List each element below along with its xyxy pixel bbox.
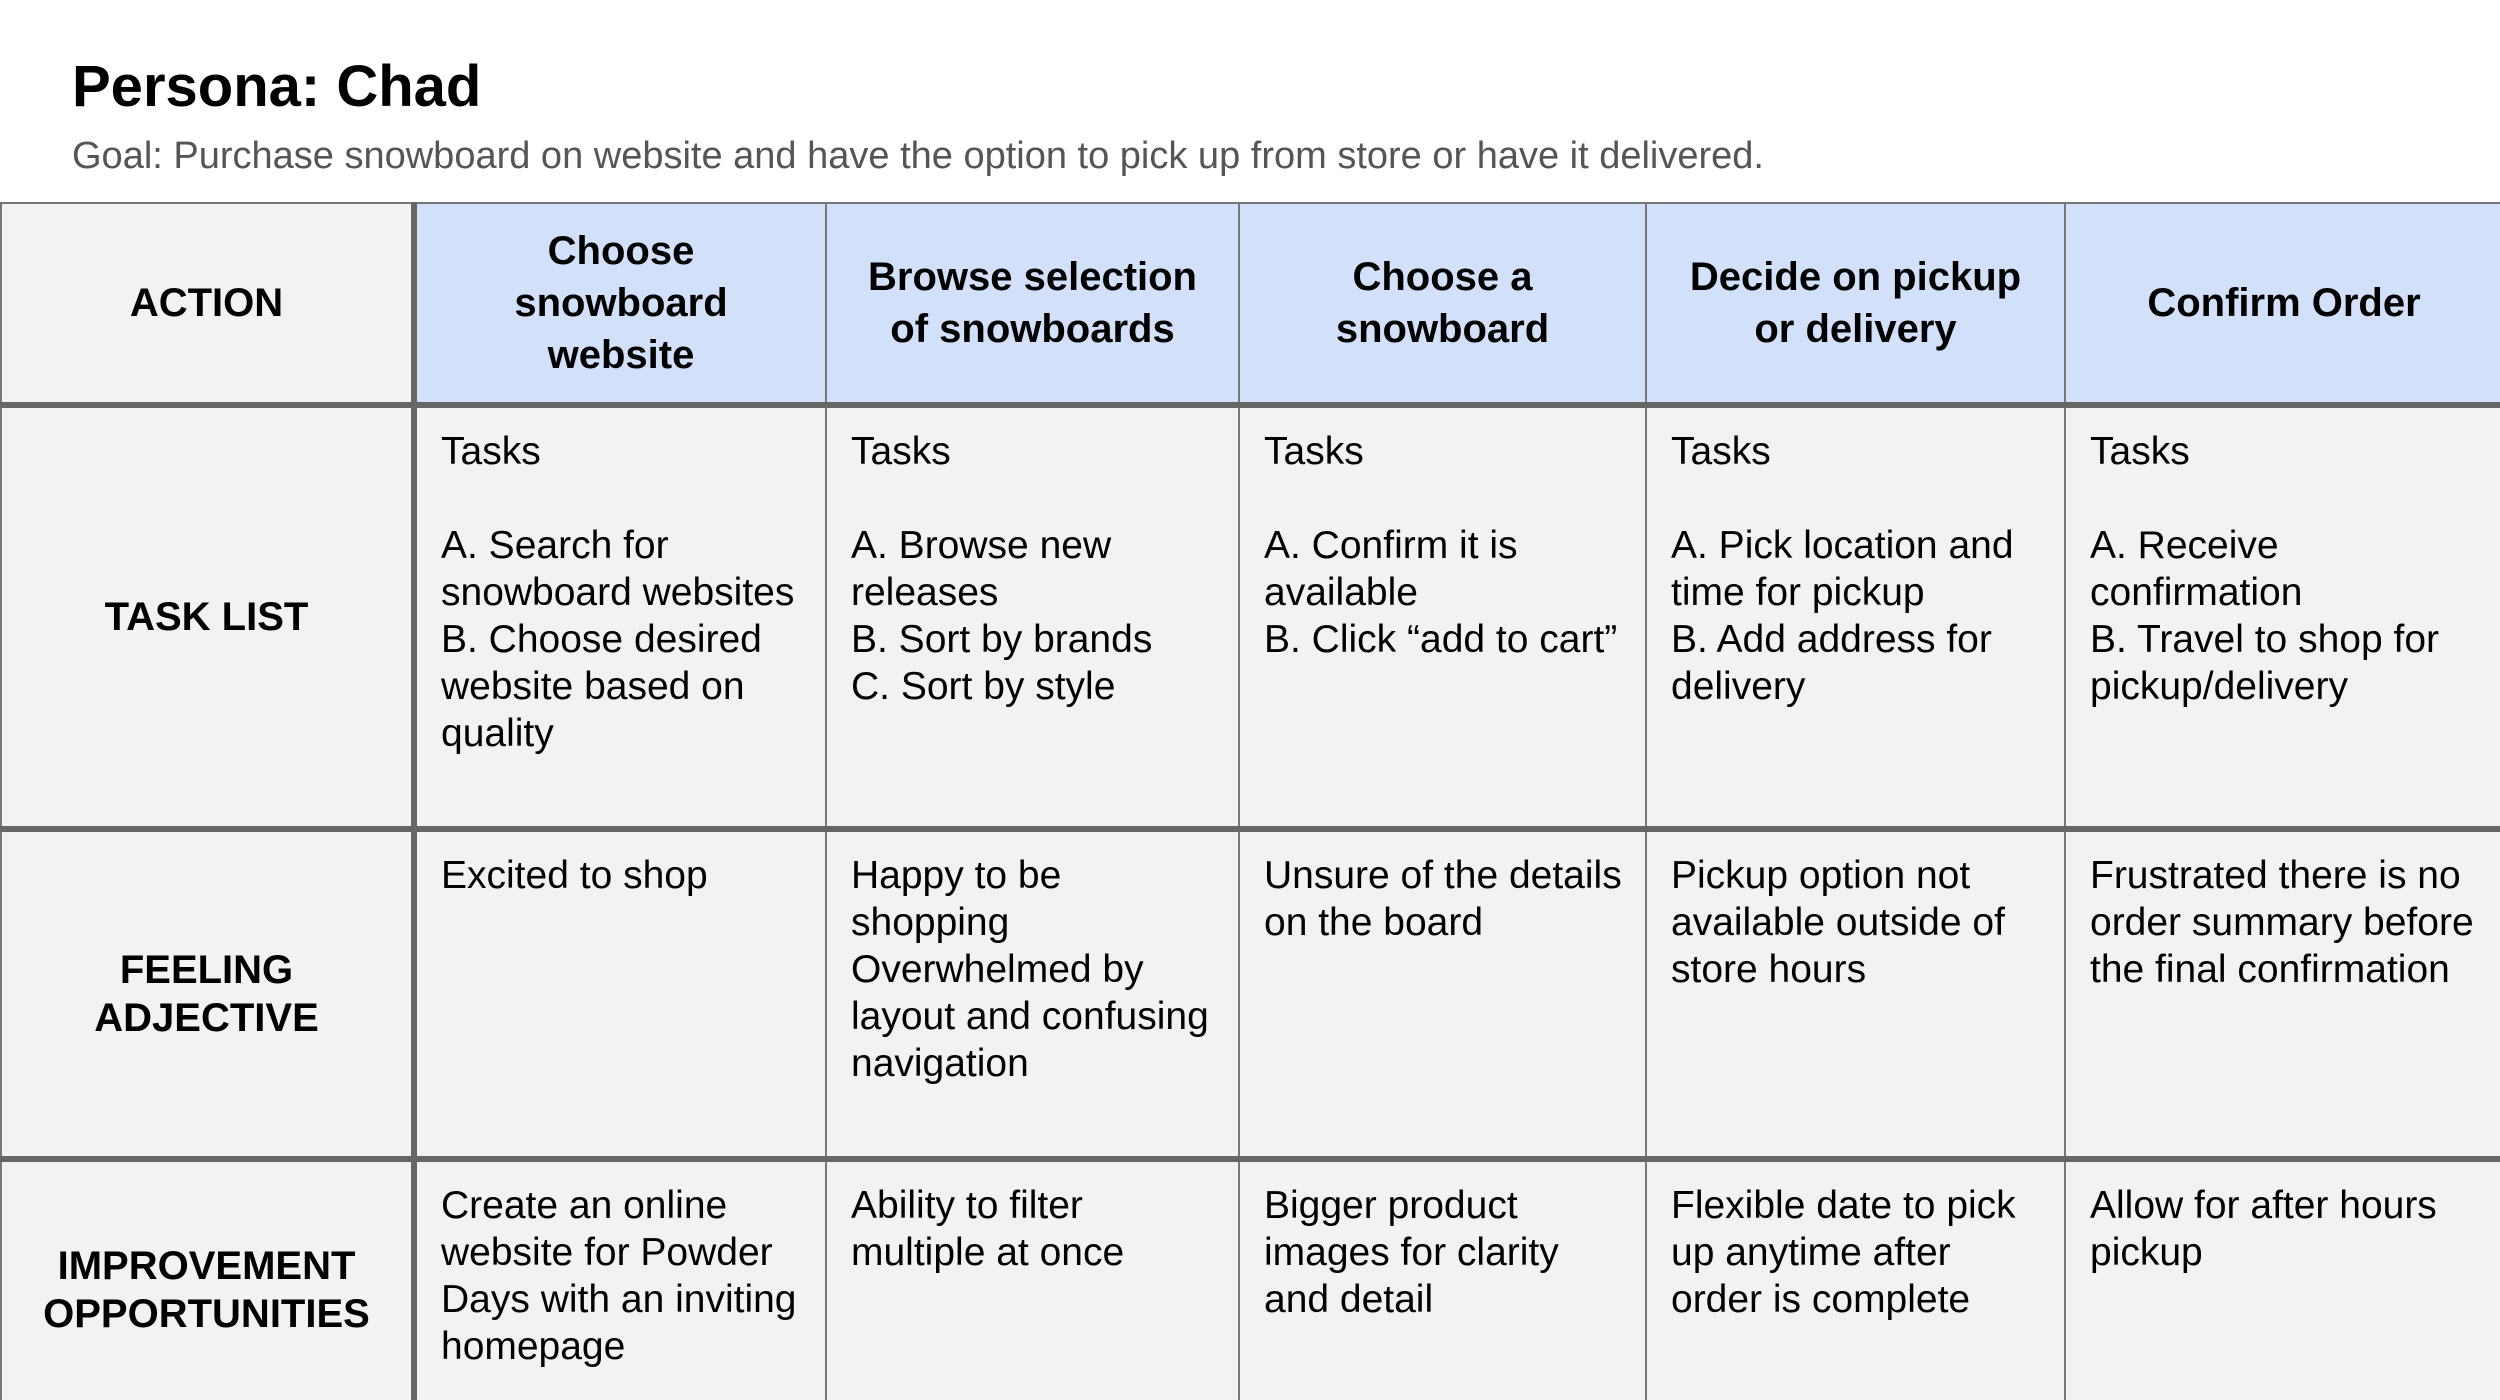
action-label-text: ACTION [129,281,284,325]
stage-3-action: Choose a snowboard [1335,255,1550,351]
stage-1-improvement: Create an online website for Powder Days with an inviting homepage [441,1184,797,1368]
goal-text: Goal: Purchase snowboard on website and have the option to pick up from store or have it delivered. [72,135,1764,177]
improvement-cell [826,1159,1239,1400]
persona-title: Persona: Chad [72,54,482,119]
task-cell [414,405,826,829]
task-cell [1239,405,1646,829]
task-cell [1646,405,2065,829]
stage-2-action: Browse selection of snowboards [867,255,1197,351]
feeling-row [1,829,2500,1159]
task-cell [2065,405,2500,829]
stage-2-feeling: Happy to be shopping Overwhelmed by layout and confusing navigation [851,854,1209,1085]
improvement-row [1,1159,2500,1400]
task-list-label-text: TASK LIST [104,595,309,639]
stage-5-feeling: Frustrated there is no order summary before the final confirmation [2090,854,2474,991]
task-list-row-label [1,405,414,829]
journey-map-table [0,202,2500,1400]
stage-5-improvement: Allow for after hours pickup [2090,1184,2437,1274]
stage-1-tasks: Tasks A. Search for snowboard websites B. Choose desired website based on quality [441,430,795,755]
stage-header [826,203,1239,405]
feeling-cell [2065,829,2500,1159]
stage-2-improvement: Ability to filter multiple at once [851,1184,1125,1274]
stage-3-feeling: Unsure of the details on the board [1264,854,1622,944]
stage-1-action: Choose snowboard website [514,229,728,377]
stage-header [414,203,826,405]
improvement-row-label [1,1159,414,1400]
stage-header [2065,203,2500,405]
feeling-row-label [1,829,414,1159]
action-row-label [1,203,414,405]
action-row [1,203,2500,405]
feeling-cell [826,829,1239,1159]
feeling-label-line1: FEELING [119,948,294,992]
stage-4-improvement: Flexible date to pick up anytime after order is complete [1671,1184,2016,1321]
feeling-cell [414,829,826,1159]
stage-5-tasks: Tasks A. Receive confirmation B. Travel to shop for pickup/delivery [2090,430,2440,708]
stage-3-improvement: Bigger product images for clarity and detail [1264,1184,1559,1321]
stage-1-feeling: Excited to shop [441,854,708,897]
stage-4-tasks: Tasks A. Pick location and time for pickup B. Add address for delivery [1671,430,2014,708]
stage-2-tasks: Tasks A. Browse new releases B. Sort by brands C. Sort by style [851,430,1153,708]
stage-header [1646,203,2065,405]
improvement-cell [414,1159,826,1400]
improvement-cell [1646,1159,2065,1400]
improvement-cell [1239,1159,1646,1400]
stage-4-feeling: Pickup option not available outside of store hours [1671,854,2005,991]
improvement-cell [2065,1159,2500,1400]
stage-header [1239,203,1646,405]
improvement-label-line1: IMPROVEMENT [57,1244,356,1288]
task-cell [826,405,1239,829]
stage-5-action: Confirm Order [2147,281,2421,325]
stage-3-tasks: Tasks A. Confirm it is available B. Click “add to cart” [1264,430,1618,661]
improvement-label-line2: OPPORTUNITIES [43,1292,370,1336]
stage-4-action: Decide on pickup or delivery [1689,255,2022,351]
feeling-cell [1239,829,1646,1159]
feeling-cell [1646,829,2065,1159]
task-list-row [1,405,2500,829]
feeling-label-line2: ADJECTIVE [94,996,319,1040]
